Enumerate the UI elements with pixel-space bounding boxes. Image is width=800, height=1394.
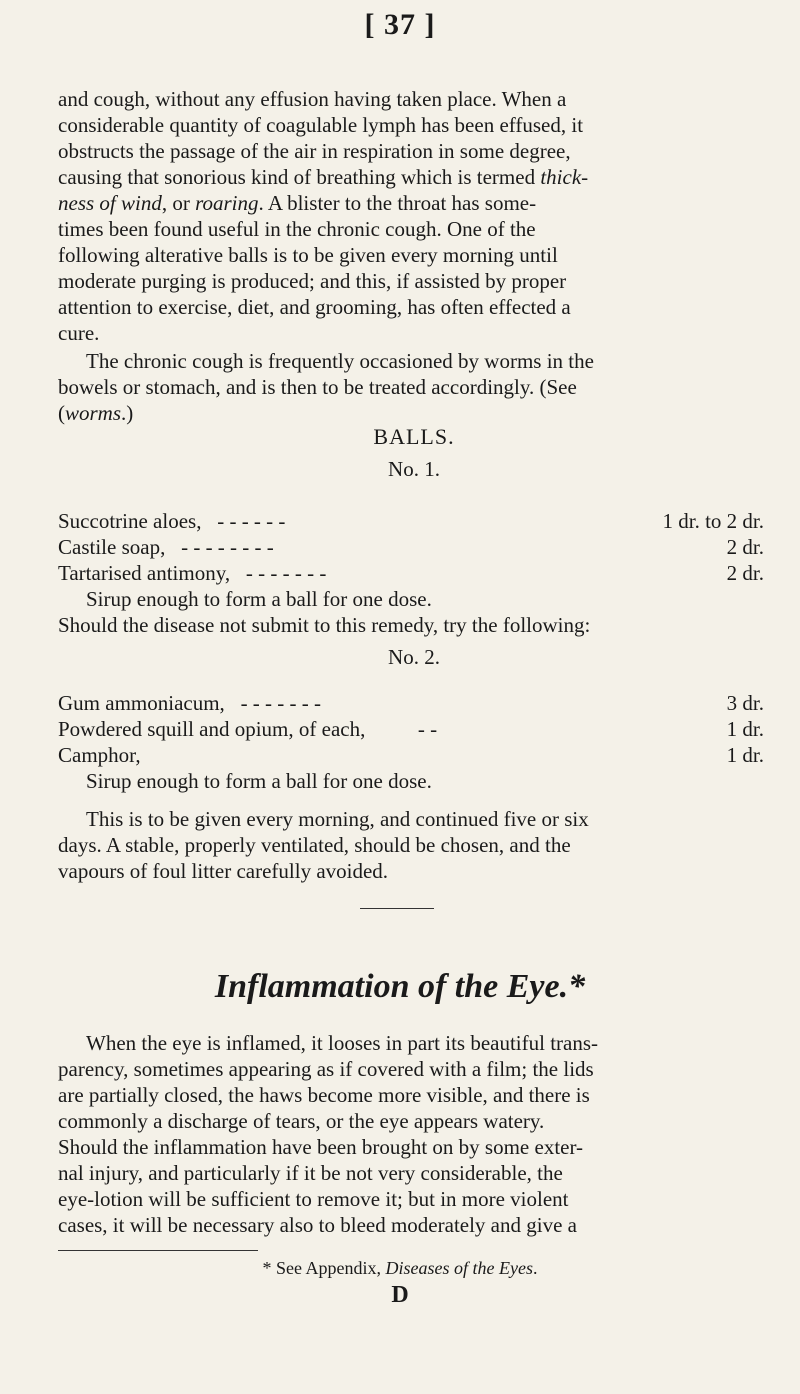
italic-term: roaring	[195, 191, 259, 215]
footnote: * See Appendix, Diseases of the Eyes.	[262, 1258, 538, 1278]
text-line: cure.	[58, 321, 100, 345]
ingredient-row	[58, 560, 764, 586]
paragraph-cough	[58, 86, 770, 346]
text-line: ness of wind, or roaring. A blister to the throat has some-	[58, 191, 537, 215]
transition-text: Should the disease not submit to this remedy, try the following:	[58, 613, 591, 637]
recipe-instruction: Sirup enough to form a ball for one dose.	[86, 769, 432, 793]
text-line: and cough, without any effusion having taken place. When a	[58, 87, 567, 111]
text-line: parency, sometimes appearing as if covered with a film; the lids	[58, 1057, 594, 1081]
ingredient-row	[58, 690, 764, 716]
ingredient-name: Succotrine aloes,	[58, 509, 202, 533]
italic-term: thick-	[540, 165, 589, 189]
text-line: When the eye is inflamed, it looses in part its beautiful trans-	[86, 1031, 599, 1055]
ingredient-name: Gum ammoniacum,	[58, 691, 225, 715]
text-line: Should the inflammation have been brought on by some exter-	[58, 1135, 584, 1159]
text-line: The chronic cough is frequently occasioned by worms in the	[86, 349, 594, 373]
leader-dashes: - - - - - - -	[245, 561, 327, 585]
signature-mark: D	[391, 1282, 409, 1308]
leader-dashes: - - - - - - -	[240, 691, 322, 715]
page-number: [ 37 ]	[364, 8, 436, 41]
text-line: This is to be given every morning, and continued five or six	[86, 807, 589, 831]
leader-dashes: - - - - - -	[217, 509, 286, 533]
ingredient-quantity: 1 dr.	[726, 717, 764, 741]
text-line: eye-lotion will be sufficient to remove it; but in more violent	[58, 1187, 569, 1211]
ingredient-row	[58, 534, 764, 560]
recipe-instruction: Sirup enough to form a ball for one dose.	[86, 587, 432, 611]
text-line: attention to exercise, diet, and grooming, has often effected a	[58, 295, 571, 319]
text-line: days. A stable, properly ventilated, should be chosen, and the	[58, 833, 571, 857]
recipe-1	[58, 508, 764, 612]
ingredient-name: Powdered squill and opium, of each,	[58, 717, 366, 741]
ingredient-row	[58, 508, 764, 534]
text-line: bowels or stomach, and is then to be treated accordingly. (See	[58, 375, 577, 399]
text-line: obstructs the passage of the air in respiration in some degree,	[58, 139, 571, 163]
ingredient-quantity: 1 dr.	[726, 743, 764, 767]
text-line: considerable quantity of coagulable lymph has been effused, it	[58, 113, 584, 137]
text-line: following alterative balls is to be given every morning until	[58, 243, 558, 267]
ingredient-name: Camphor,	[58, 743, 141, 767]
text-line: nal injury, and particularly if it be not very considerable, the	[58, 1161, 563, 1185]
paragraph-dosing	[58, 806, 770, 884]
text-line: vapours of foul litter carefully avoided.	[58, 859, 389, 883]
text-line: (worms.)	[58, 401, 134, 425]
ingredient-name: Tartarised antimony,	[58, 561, 231, 585]
recipe-number-2: No. 2.	[388, 645, 440, 669]
ingredient-quantity: 1 dr. to 2 dr.	[662, 509, 764, 533]
ingredient-row	[58, 716, 764, 742]
leader-dashes: - -	[417, 717, 438, 741]
text-line: are partially closed, the haws become more visible, and there is	[58, 1083, 590, 1107]
ingredient-row	[58, 742, 764, 768]
text-line: moderate purging is produced; and this, if assisted by proper	[58, 269, 567, 293]
text-fragment: causing that sonorious kind of breathing which is termed	[58, 165, 536, 189]
text-line: commonly a discharge of tears, or the eye appears watery.	[58, 1109, 545, 1133]
italic-term: ness of wind	[58, 191, 162, 215]
paragraph-eye	[58, 1030, 770, 1238]
leader-dashes: - - - - - - - -	[181, 535, 274, 559]
ingredient-quantity: 2 dr.	[726, 561, 764, 585]
section-title: Inflammation of the Eye.*	[214, 968, 586, 1005]
text-line	[58, 164, 770, 190]
footnote-rule	[58, 1250, 258, 1251]
paragraph-worms	[58, 348, 770, 426]
ingredient-quantity: 3 dr.	[726, 691, 764, 715]
recipe-number-1: No. 1.	[388, 457, 440, 481]
ingredient-name: Castile soap,	[58, 535, 166, 559]
text-line: times been found useful in the chronic cough. One of the	[58, 217, 536, 241]
text-line: cases, it will be necessary also to bleed moderately and give a	[58, 1213, 577, 1237]
recipe-2	[58, 690, 764, 794]
section-divider	[360, 908, 434, 909]
balls-heading: BALLS.	[373, 424, 455, 449]
ingredient-quantity: 2 dr.	[726, 535, 764, 559]
